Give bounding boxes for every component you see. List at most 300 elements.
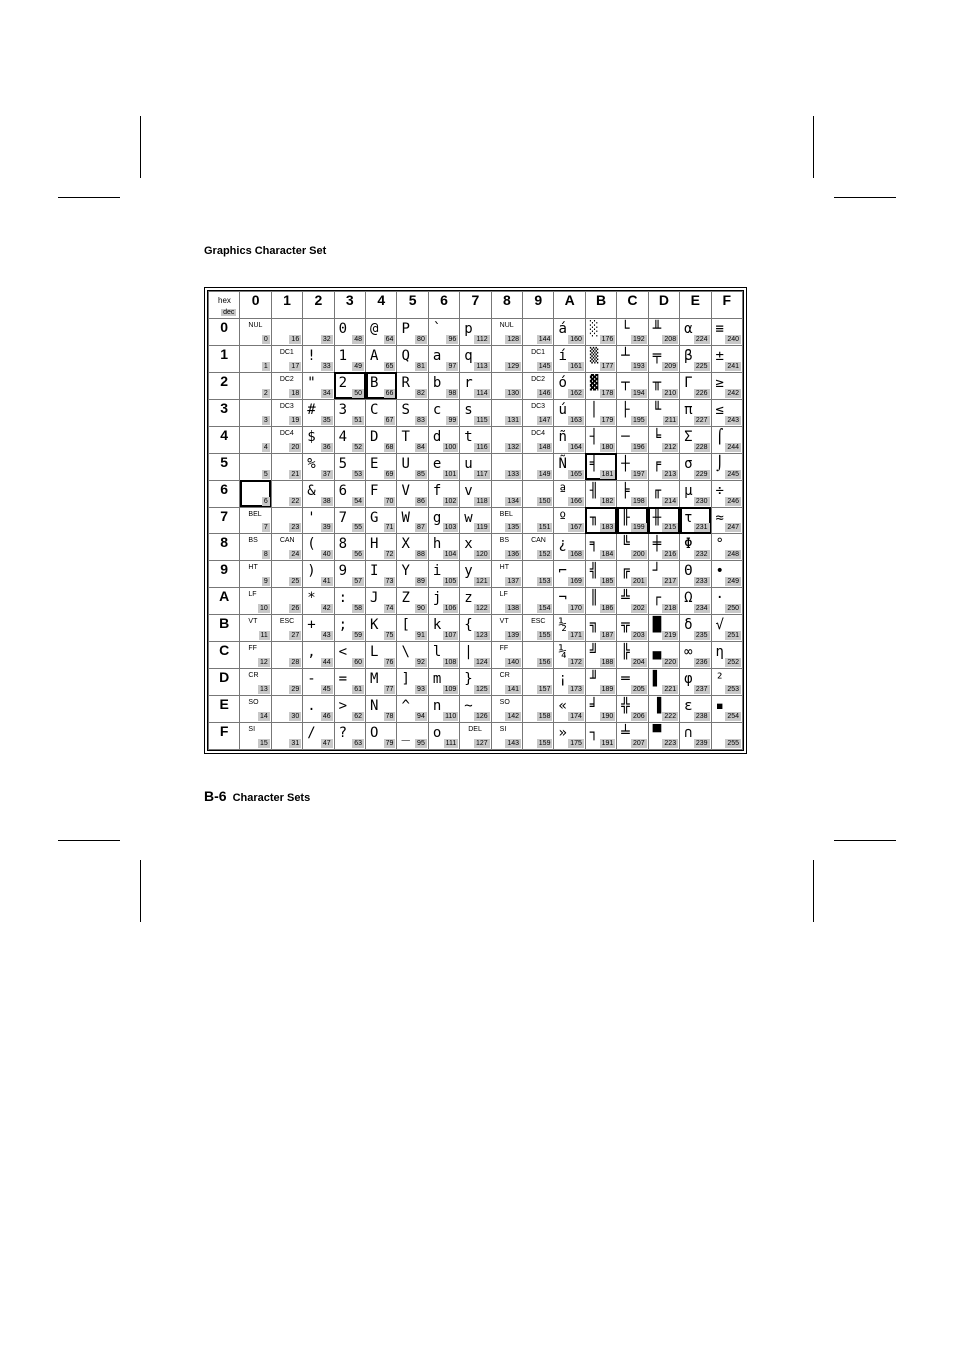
char-cell xyxy=(585,561,616,588)
decimal-code: 138 xyxy=(507,605,520,613)
row-header: 7 xyxy=(209,507,240,534)
char-cell xyxy=(554,426,585,453)
decimal-code: 104 xyxy=(444,551,457,559)
decimal-code: 188 xyxy=(601,659,614,667)
char-glyph: ├ xyxy=(621,401,630,418)
decimal-code: 2 xyxy=(263,389,268,397)
char-cell xyxy=(491,399,522,426)
decimal-code: 69 xyxy=(385,470,394,478)
decimal-code: 43 xyxy=(322,632,331,640)
char-glyph: r xyxy=(464,374,473,391)
char-glyph: ] xyxy=(401,671,410,688)
decimal-code: 154 xyxy=(538,605,551,613)
char-cell xyxy=(711,723,743,750)
char-glyph: l xyxy=(432,644,442,661)
char-cell xyxy=(711,426,743,453)
decimal-code: 214 xyxy=(664,497,677,505)
char-cell xyxy=(460,426,491,453)
table-row xyxy=(209,507,743,534)
char-glyph: ╠ xyxy=(621,644,630,661)
decimal-code: 143 xyxy=(507,740,520,747)
decimal-code: 108 xyxy=(444,659,457,667)
char-cell xyxy=(460,372,491,399)
char-glyph: ² xyxy=(715,671,724,688)
decimal-code: 115 xyxy=(476,416,488,424)
decimal-code: 243 xyxy=(727,416,739,424)
char-glyph: 5 xyxy=(338,455,348,472)
char-glyph: ▒ xyxy=(589,347,599,364)
decimal-code: 228 xyxy=(695,443,708,451)
char-cell xyxy=(491,345,522,372)
char-glyph: └ xyxy=(621,320,630,337)
char-glyph: ╢ xyxy=(589,482,599,499)
decimal-code: 44 xyxy=(322,659,331,667)
char-cell xyxy=(617,318,648,345)
char-cell xyxy=(491,642,522,669)
char-cell xyxy=(397,453,428,480)
char-cell xyxy=(680,318,711,345)
decimal-code: 67 xyxy=(385,416,394,424)
decimal-code: 146 xyxy=(538,389,551,397)
decimal-code: 45 xyxy=(322,686,331,694)
row-header: B xyxy=(209,615,240,642)
char-glyph: │ xyxy=(589,401,599,418)
table-row xyxy=(209,534,743,561)
char-cell xyxy=(240,480,271,507)
decimal-code: 64 xyxy=(385,335,394,343)
decimal-code: 107 xyxy=(444,632,457,640)
char-cell xyxy=(428,696,459,723)
char-cell xyxy=(523,561,554,588)
crop-mark xyxy=(140,116,141,178)
row-header: 8 xyxy=(209,534,240,561)
decimal-code: 136 xyxy=(507,551,520,559)
char-cell xyxy=(303,723,334,750)
control-code: VT xyxy=(499,618,509,626)
decimal-code: 79 xyxy=(385,740,394,747)
control-code: NUL xyxy=(248,321,263,329)
char-cell xyxy=(711,507,743,534)
control-code: DC4 xyxy=(279,429,294,437)
decimal-code: 111 xyxy=(445,740,457,747)
char-cell xyxy=(585,696,616,723)
char-glyph: ╟ xyxy=(621,509,630,526)
char-cell xyxy=(648,345,679,372)
char-cell xyxy=(680,615,711,642)
char-cell xyxy=(523,426,554,453)
decimal-code: 233 xyxy=(695,578,708,586)
char-cell xyxy=(617,507,648,534)
char-cell xyxy=(397,696,428,723)
decimal-code: 177 xyxy=(601,362,614,370)
decimal-code: 253 xyxy=(727,686,739,694)
row-header: 9 xyxy=(209,561,240,588)
decimal-code: 206 xyxy=(633,713,645,720)
char-glyph: ╥ xyxy=(652,374,662,391)
decimal-code: 196 xyxy=(633,443,645,451)
char-cell xyxy=(711,696,743,723)
char-cell xyxy=(240,453,271,480)
char-cell xyxy=(648,723,679,750)
char-cell xyxy=(711,399,743,426)
char-cell xyxy=(271,399,302,426)
decimal-code: 217 xyxy=(664,578,677,586)
decimal-code: 195 xyxy=(633,416,645,424)
char-cell xyxy=(680,534,711,561)
decimal-code: 46 xyxy=(322,713,331,720)
char-cell xyxy=(428,615,459,642)
char-cell xyxy=(334,642,365,669)
char-glyph: W xyxy=(401,509,410,526)
decimal-code: 244 xyxy=(727,443,739,451)
char-glyph: ≡ xyxy=(715,320,724,337)
decimal-code: 48 xyxy=(354,335,363,343)
char-cell xyxy=(585,642,616,669)
char-cell xyxy=(554,399,585,426)
decimal-code: 114 xyxy=(476,389,488,397)
char-glyph: ╗ xyxy=(589,617,599,634)
decimal-code: 97 xyxy=(448,362,457,370)
char-cell xyxy=(334,399,365,426)
decimal-code: 33 xyxy=(322,362,331,370)
decimal-code: 179 xyxy=(601,416,614,424)
char-cell xyxy=(303,453,334,480)
char-cell xyxy=(680,561,711,588)
char-glyph: ╨ xyxy=(652,320,662,337)
char-glyph: µ xyxy=(684,482,693,499)
decimal-code: 141 xyxy=(507,686,520,694)
decimal-code: 171 xyxy=(570,632,582,640)
char-cell xyxy=(271,534,302,561)
char-glyph: Ω xyxy=(684,590,693,607)
control-code: VT xyxy=(248,618,258,626)
char-glyph: ± xyxy=(715,347,724,364)
char-cell xyxy=(617,588,648,615)
decimal-code: 137 xyxy=(507,578,520,586)
row-header: 6 xyxy=(209,480,240,507)
char-glyph: q xyxy=(464,347,473,364)
char-cell xyxy=(491,561,522,588)
char-cell xyxy=(523,669,554,696)
char-glyph: ≥ xyxy=(715,374,724,391)
decimal-code: 52 xyxy=(354,443,363,451)
char-cell xyxy=(334,615,365,642)
decimal-code: 130 xyxy=(507,389,520,397)
char-cell xyxy=(428,588,459,615)
decimal-code: 40 xyxy=(322,551,331,559)
char-glyph: ¿ xyxy=(558,536,567,553)
char-glyph: ? xyxy=(338,725,348,741)
char-glyph: ª xyxy=(558,482,567,499)
decimal-code: 102 xyxy=(444,497,457,505)
char-cell xyxy=(334,372,365,399)
char-glyph: ▓ xyxy=(589,374,599,391)
decimal-code: 250 xyxy=(727,605,739,613)
char-cell xyxy=(491,507,522,534)
char-cell xyxy=(554,534,585,561)
table-row xyxy=(209,399,743,426)
char-glyph: y xyxy=(464,563,473,580)
decimal-code: 132 xyxy=(507,443,520,451)
char-cell xyxy=(271,669,302,696)
char-glyph: / xyxy=(307,725,316,741)
char-cell xyxy=(617,372,648,399)
table-row xyxy=(209,723,743,750)
char-glyph: g xyxy=(432,509,442,526)
char-cell xyxy=(460,642,491,669)
char-cell xyxy=(397,615,428,642)
char-glyph: º xyxy=(558,509,567,526)
char-glyph: ─ xyxy=(621,428,630,445)
decimal-code: 90 xyxy=(417,605,425,613)
char-cell xyxy=(617,642,648,669)
decimal-code: 59 xyxy=(354,632,363,640)
char-glyph: B xyxy=(370,374,379,391)
char-glyph: η xyxy=(715,644,724,661)
control-code: ESC xyxy=(531,618,546,626)
char-glyph: ░ xyxy=(589,320,599,337)
char-cell xyxy=(460,534,491,561)
char-cell xyxy=(648,561,679,588)
decimal-code: 74 xyxy=(385,605,394,613)
char-cell xyxy=(585,426,616,453)
control-code: LF xyxy=(248,591,257,599)
char-glyph: ┬ xyxy=(621,374,630,391)
char-cell xyxy=(680,642,711,669)
control-code: DC2 xyxy=(531,375,546,383)
char-cell xyxy=(271,696,302,723)
decimal-code: 215 xyxy=(664,524,677,532)
decimal-code: 199 xyxy=(633,524,645,532)
char-glyph: A xyxy=(370,347,379,364)
decimal-code: 229 xyxy=(695,470,708,478)
decimal-code: 7 xyxy=(263,524,268,532)
decimal-code: 49 xyxy=(354,362,363,370)
char-cell xyxy=(523,318,554,345)
char-cell xyxy=(366,507,397,534)
row-header: A xyxy=(209,588,240,615)
control-code: DC3 xyxy=(279,402,294,410)
control-code: SO xyxy=(248,699,259,707)
char-cell xyxy=(585,588,616,615)
decimal-code: 14 xyxy=(260,713,268,720)
char-glyph: ╝ xyxy=(589,644,599,661)
decimal-code: 92 xyxy=(417,659,425,667)
char-cell xyxy=(240,588,271,615)
decimal-code: 245 xyxy=(727,470,739,478)
char-cell xyxy=(366,372,397,399)
char-cell xyxy=(648,453,679,480)
row-header: 3 xyxy=(209,399,240,426)
char-glyph: ` xyxy=(432,320,442,337)
char-glyph: ≤ xyxy=(715,401,724,418)
decimal-code: 99 xyxy=(448,416,457,424)
char-glyph: & xyxy=(307,482,316,499)
char-glyph: ╫ xyxy=(652,509,662,526)
column-header: 9 xyxy=(523,292,554,319)
control-code: DC1 xyxy=(531,348,546,356)
char-cell xyxy=(491,453,522,480)
decimal-code: 98 xyxy=(448,389,457,397)
decimal-code: 38 xyxy=(322,497,331,505)
decimal-code: 116 xyxy=(476,443,488,451)
char-glyph: Γ xyxy=(684,374,693,391)
decimal-code: 42 xyxy=(322,605,331,613)
row-header: F xyxy=(209,723,240,750)
decimal-code: 186 xyxy=(601,605,614,613)
char-glyph: ≈ xyxy=(715,509,724,526)
char-cell xyxy=(397,588,428,615)
char-glyph: ½ xyxy=(558,617,567,634)
char-cell xyxy=(303,345,334,372)
char-glyph: d xyxy=(432,428,442,445)
control-code: LF xyxy=(499,591,508,599)
char-cell xyxy=(334,588,365,615)
char-glyph: ( xyxy=(307,536,316,553)
decimal-code: 62 xyxy=(354,713,363,720)
char-cell xyxy=(397,426,428,453)
decimal-code: 155 xyxy=(538,632,551,640)
crop-mark xyxy=(834,197,896,198)
decimal-code: 165 xyxy=(570,470,582,478)
char-glyph: « xyxy=(558,698,567,715)
char-cell xyxy=(303,399,334,426)
char-cell xyxy=(648,318,679,345)
decimal-code: 8 xyxy=(263,551,268,559)
char-cell xyxy=(491,723,522,750)
decimal-code: 28 xyxy=(291,659,300,667)
char-cell xyxy=(460,669,491,696)
decimal-code: 13 xyxy=(260,686,268,694)
char-cell xyxy=(460,480,491,507)
decimal-code: 211 xyxy=(664,416,677,424)
char-glyph: ╓ xyxy=(652,482,662,499)
decimal-code: 32 xyxy=(322,335,331,343)
char-cell xyxy=(366,669,397,696)
decimal-code: 21 xyxy=(291,470,300,478)
char-glyph: ⌐ xyxy=(558,563,567,580)
decimal-code: 50 xyxy=(354,389,363,397)
decimal-code: 75 xyxy=(385,632,394,640)
char-glyph: L xyxy=(370,644,379,661)
column-header: 3 xyxy=(334,292,365,319)
char-cell xyxy=(334,723,365,750)
crop-mark xyxy=(834,840,896,841)
decimal-code: 219 xyxy=(664,632,677,640)
control-code: CR xyxy=(499,672,510,680)
char-glyph: █ xyxy=(652,617,662,634)
decimal-code: 63 xyxy=(354,740,363,747)
decimal-code: 221 xyxy=(664,686,677,694)
row-header: 0 xyxy=(209,318,240,345)
char-glyph: x xyxy=(464,536,473,553)
char-cell xyxy=(240,399,271,426)
char-cell xyxy=(397,480,428,507)
char-cell xyxy=(554,345,585,372)
decimal-code: 139 xyxy=(507,632,520,640)
char-cell xyxy=(334,426,365,453)
row-header: E xyxy=(209,696,240,723)
char-cell xyxy=(523,399,554,426)
char-cell xyxy=(617,723,648,750)
decimal-code: 158 xyxy=(538,713,551,720)
crop-mark xyxy=(58,840,120,841)
char-cell xyxy=(523,723,554,750)
char-cell xyxy=(523,615,554,642)
char-cell xyxy=(460,345,491,372)
char-cell xyxy=(240,669,271,696)
char-glyph: · xyxy=(715,590,724,607)
char-cell xyxy=(428,453,459,480)
char-glyph: c xyxy=(432,401,442,418)
char-cell xyxy=(240,426,271,453)
decimal-code: 109 xyxy=(444,686,457,694)
control-code: BS xyxy=(499,537,509,545)
decimal-code: 251 xyxy=(727,632,739,640)
char-cell xyxy=(366,534,397,561)
char-cell xyxy=(303,669,334,696)
decimal-code: 57 xyxy=(354,578,363,586)
table-row xyxy=(209,318,743,345)
char-glyph: ⌡ xyxy=(715,455,724,472)
row-header: 5 xyxy=(209,453,240,480)
char-cell xyxy=(303,696,334,723)
char-glyph: ┐ xyxy=(589,725,599,741)
decimal-code: 110 xyxy=(445,713,457,720)
char-cell xyxy=(554,480,585,507)
char-cell xyxy=(303,588,334,615)
decimal-code: 238 xyxy=(695,713,708,720)
decimal-code: 9 xyxy=(263,578,268,586)
control-code: FF xyxy=(248,645,257,653)
decimal-code: 248 xyxy=(727,551,739,559)
char-cell xyxy=(680,399,711,426)
column-header: 0 xyxy=(240,292,271,319)
char-cell xyxy=(460,696,491,723)
char-cell xyxy=(523,588,554,615)
control-code: DC4 xyxy=(531,429,546,437)
control-code: BEL xyxy=(499,510,513,518)
decimal-code: 29 xyxy=(291,686,300,694)
decimal-code: 87 xyxy=(417,524,425,532)
decimal-code: 203 xyxy=(633,632,645,640)
decimal-code: 191 xyxy=(601,740,614,747)
char-cell xyxy=(303,507,334,534)
char-cell xyxy=(491,534,522,561)
char-glyph: ε xyxy=(684,698,693,715)
char-glyph: M xyxy=(370,671,379,688)
char-glyph: β xyxy=(684,347,693,364)
char-cell xyxy=(554,642,585,669)
char-glyph: ║ xyxy=(589,590,599,607)
decimal-code: 252 xyxy=(727,659,739,667)
char-glyph: ┤ xyxy=(589,428,599,445)
char-glyph: φ xyxy=(684,671,693,688)
decimal-code: 216 xyxy=(664,551,677,559)
char-cell xyxy=(460,723,491,750)
char-glyph: ╙ xyxy=(652,401,662,418)
table-row xyxy=(209,642,743,669)
char-cell xyxy=(366,615,397,642)
char-glyph: } xyxy=(464,671,473,688)
decimal-code: 66 xyxy=(385,389,394,397)
char-glyph: G xyxy=(370,509,379,526)
decimal-code: 65 xyxy=(385,362,394,370)
char-cell xyxy=(334,507,365,534)
decimal-code: 77 xyxy=(385,686,394,694)
decimal-code: 239 xyxy=(695,740,708,747)
decimal-code: 18 xyxy=(291,389,300,397)
